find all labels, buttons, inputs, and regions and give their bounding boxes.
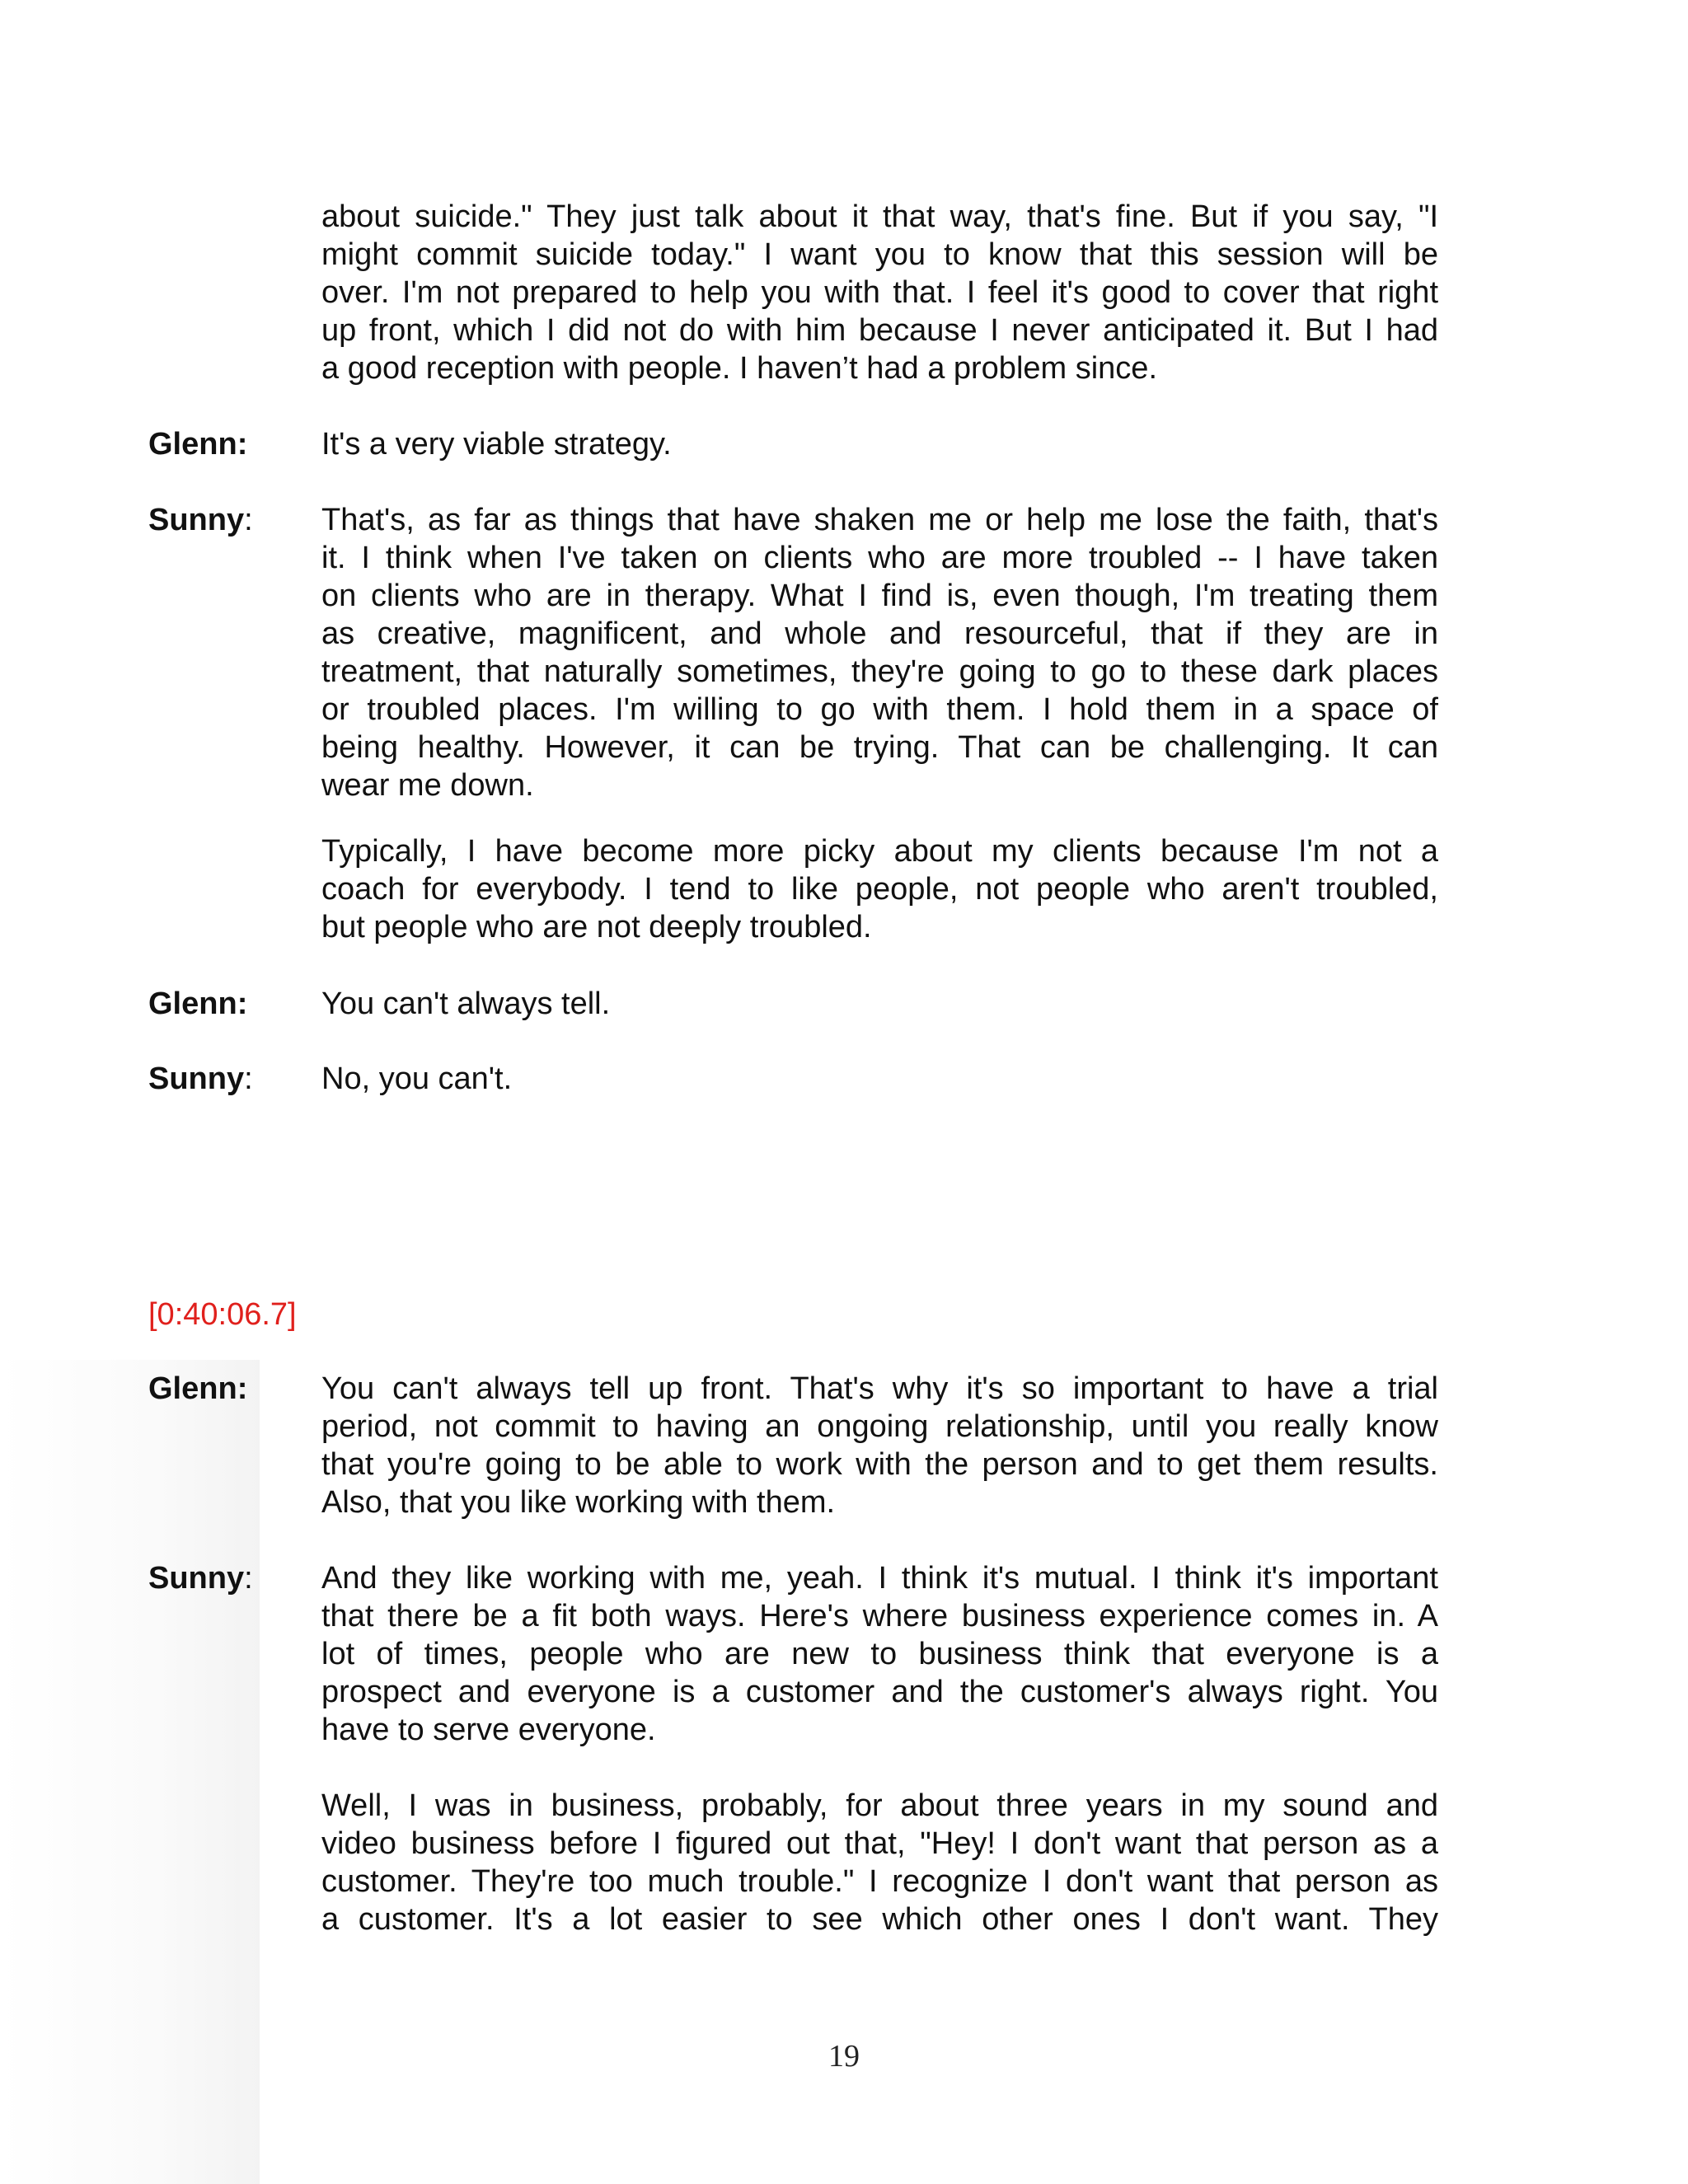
text-line: might commit suicide today." I want you to know that this session will be	[321, 237, 1438, 272]
text-line: up front, which I did not do with him because I never anticipated it. But I had	[321, 313, 1438, 348]
speaker-colon: :	[244, 503, 253, 537]
text-line: Typically, I have become more picky about my clients because I'm not a	[321, 834, 1438, 869]
turn-paragraph	[321, 1370, 1438, 1521]
text-line: video business before I figured out that, "Hey! I don't want that person as a	[321, 1826, 1438, 1861]
turn-paragraph	[321, 1060, 1438, 1098]
text-line: over. I'm not prepared to help you with that. I feel it's good to cover that right	[321, 275, 1438, 310]
text-line: It's a very viable strategy.	[321, 427, 672, 462]
turn-paragraph	[321, 425, 1438, 463]
text-line: That's, as far as things that have shaken me or help me lose the faith, that's	[321, 503, 1438, 537]
timestamp: [0:40:06.7]	[148, 1297, 297, 1332]
speaker-name: Glenn	[148, 427, 237, 462]
speaker-colon: :	[244, 1561, 253, 1596]
text-line: You can't always tell up front. That's why it's so important to have a trial	[321, 1371, 1438, 1406]
turn-paragraph	[321, 501, 1438, 804]
text-line: Also, that you like working with them.	[321, 1485, 836, 1520]
speaker-label	[148, 1060, 313, 1098]
text-line: And they like working with me, yeah. I think it's mutual. I think it's important	[321, 1561, 1438, 1596]
speaker-colon: :	[237, 427, 248, 462]
text-line: about suicide." They just talk about it that way, that's fine. But if you say, "I	[321, 199, 1438, 234]
text-line: You can't always tell.	[321, 987, 611, 1021]
text-line: that there be a fit both ways. Here's where business experience comes in. A	[321, 1599, 1438, 1633]
speaker-label	[148, 1370, 313, 1408]
text-line: prospect and everyone is a customer and the customer's always right. You	[321, 1675, 1438, 1709]
text-line: customer. They're too much trouble." I recognize I don't want that person as	[321, 1864, 1438, 1899]
text-line: period, not commit to having an ongoing relationship, until you really know	[321, 1409, 1438, 1444]
speaker-name: Sunny	[148, 503, 245, 537]
speaker-label	[148, 1559, 313, 1597]
text-line: treatment, that naturally sometimes, they're going to go to these dark places	[321, 654, 1438, 689]
turn-paragraph	[321, 1787, 1438, 1938]
speaker-name: Glenn	[148, 987, 237, 1021]
text-line: that you're going to be able to work with the person and to get them results.	[321, 1447, 1438, 1482]
text-line: it. I think when I've taken on clients who are more troubled -- I have taken	[321, 541, 1438, 575]
text-line: have to serve everyone.	[321, 1713, 656, 1747]
turn-paragraph	[321, 832, 1438, 946]
speaker-colon: :	[244, 1062, 253, 1096]
text-line: being healthy. However, it can be trying. That can be challenging. It can	[321, 730, 1438, 765]
text-line: a good reception with people. I haven’t had a problem since.	[321, 351, 1157, 386]
speaker-name: Sunny	[148, 1062, 245, 1096]
speaker-label	[148, 425, 313, 463]
speaker-colon: :	[237, 987, 248, 1021]
speaker-name: Sunny	[148, 1561, 245, 1596]
text-line: lot of times, people who are new to business think that everyone is a	[321, 1637, 1438, 1671]
text-line: on clients who are in therapy. What I find is, even though, I'm treating them	[321, 579, 1438, 613]
speaker-label	[148, 501, 313, 539]
text-line: but people who are not deeply troubled.	[321, 910, 872, 944]
text-line: as creative, magnificent, and whole and resourceful, that if they are in	[321, 616, 1438, 651]
speaker-name: Glenn	[148, 1371, 237, 1406]
text-line: No, you can't.	[321, 1062, 513, 1096]
speaker-label	[148, 985, 313, 1023]
opening-paragraph	[321, 198, 1438, 387]
turn-paragraph	[321, 985, 1438, 1023]
text-line: wear me down.	[321, 768, 534, 803]
text-line: coach for everybody. I tend to like people, not people who aren't troubled,	[321, 872, 1438, 907]
text-line: Well, I was in business, probably, for about three years in my sound and	[321, 1788, 1438, 1823]
turn-paragraph	[321, 1559, 1438, 1749]
page-number: 19	[828, 2039, 860, 2074]
text-line: a customer. It's a lot easier to see which other ones I don't want. They	[321, 1902, 1438, 1937]
speaker-colon: :	[237, 1371, 248, 1406]
text-line: or troubled places. I'm willing to go with them. I hold them in a space of	[321, 692, 1438, 727]
